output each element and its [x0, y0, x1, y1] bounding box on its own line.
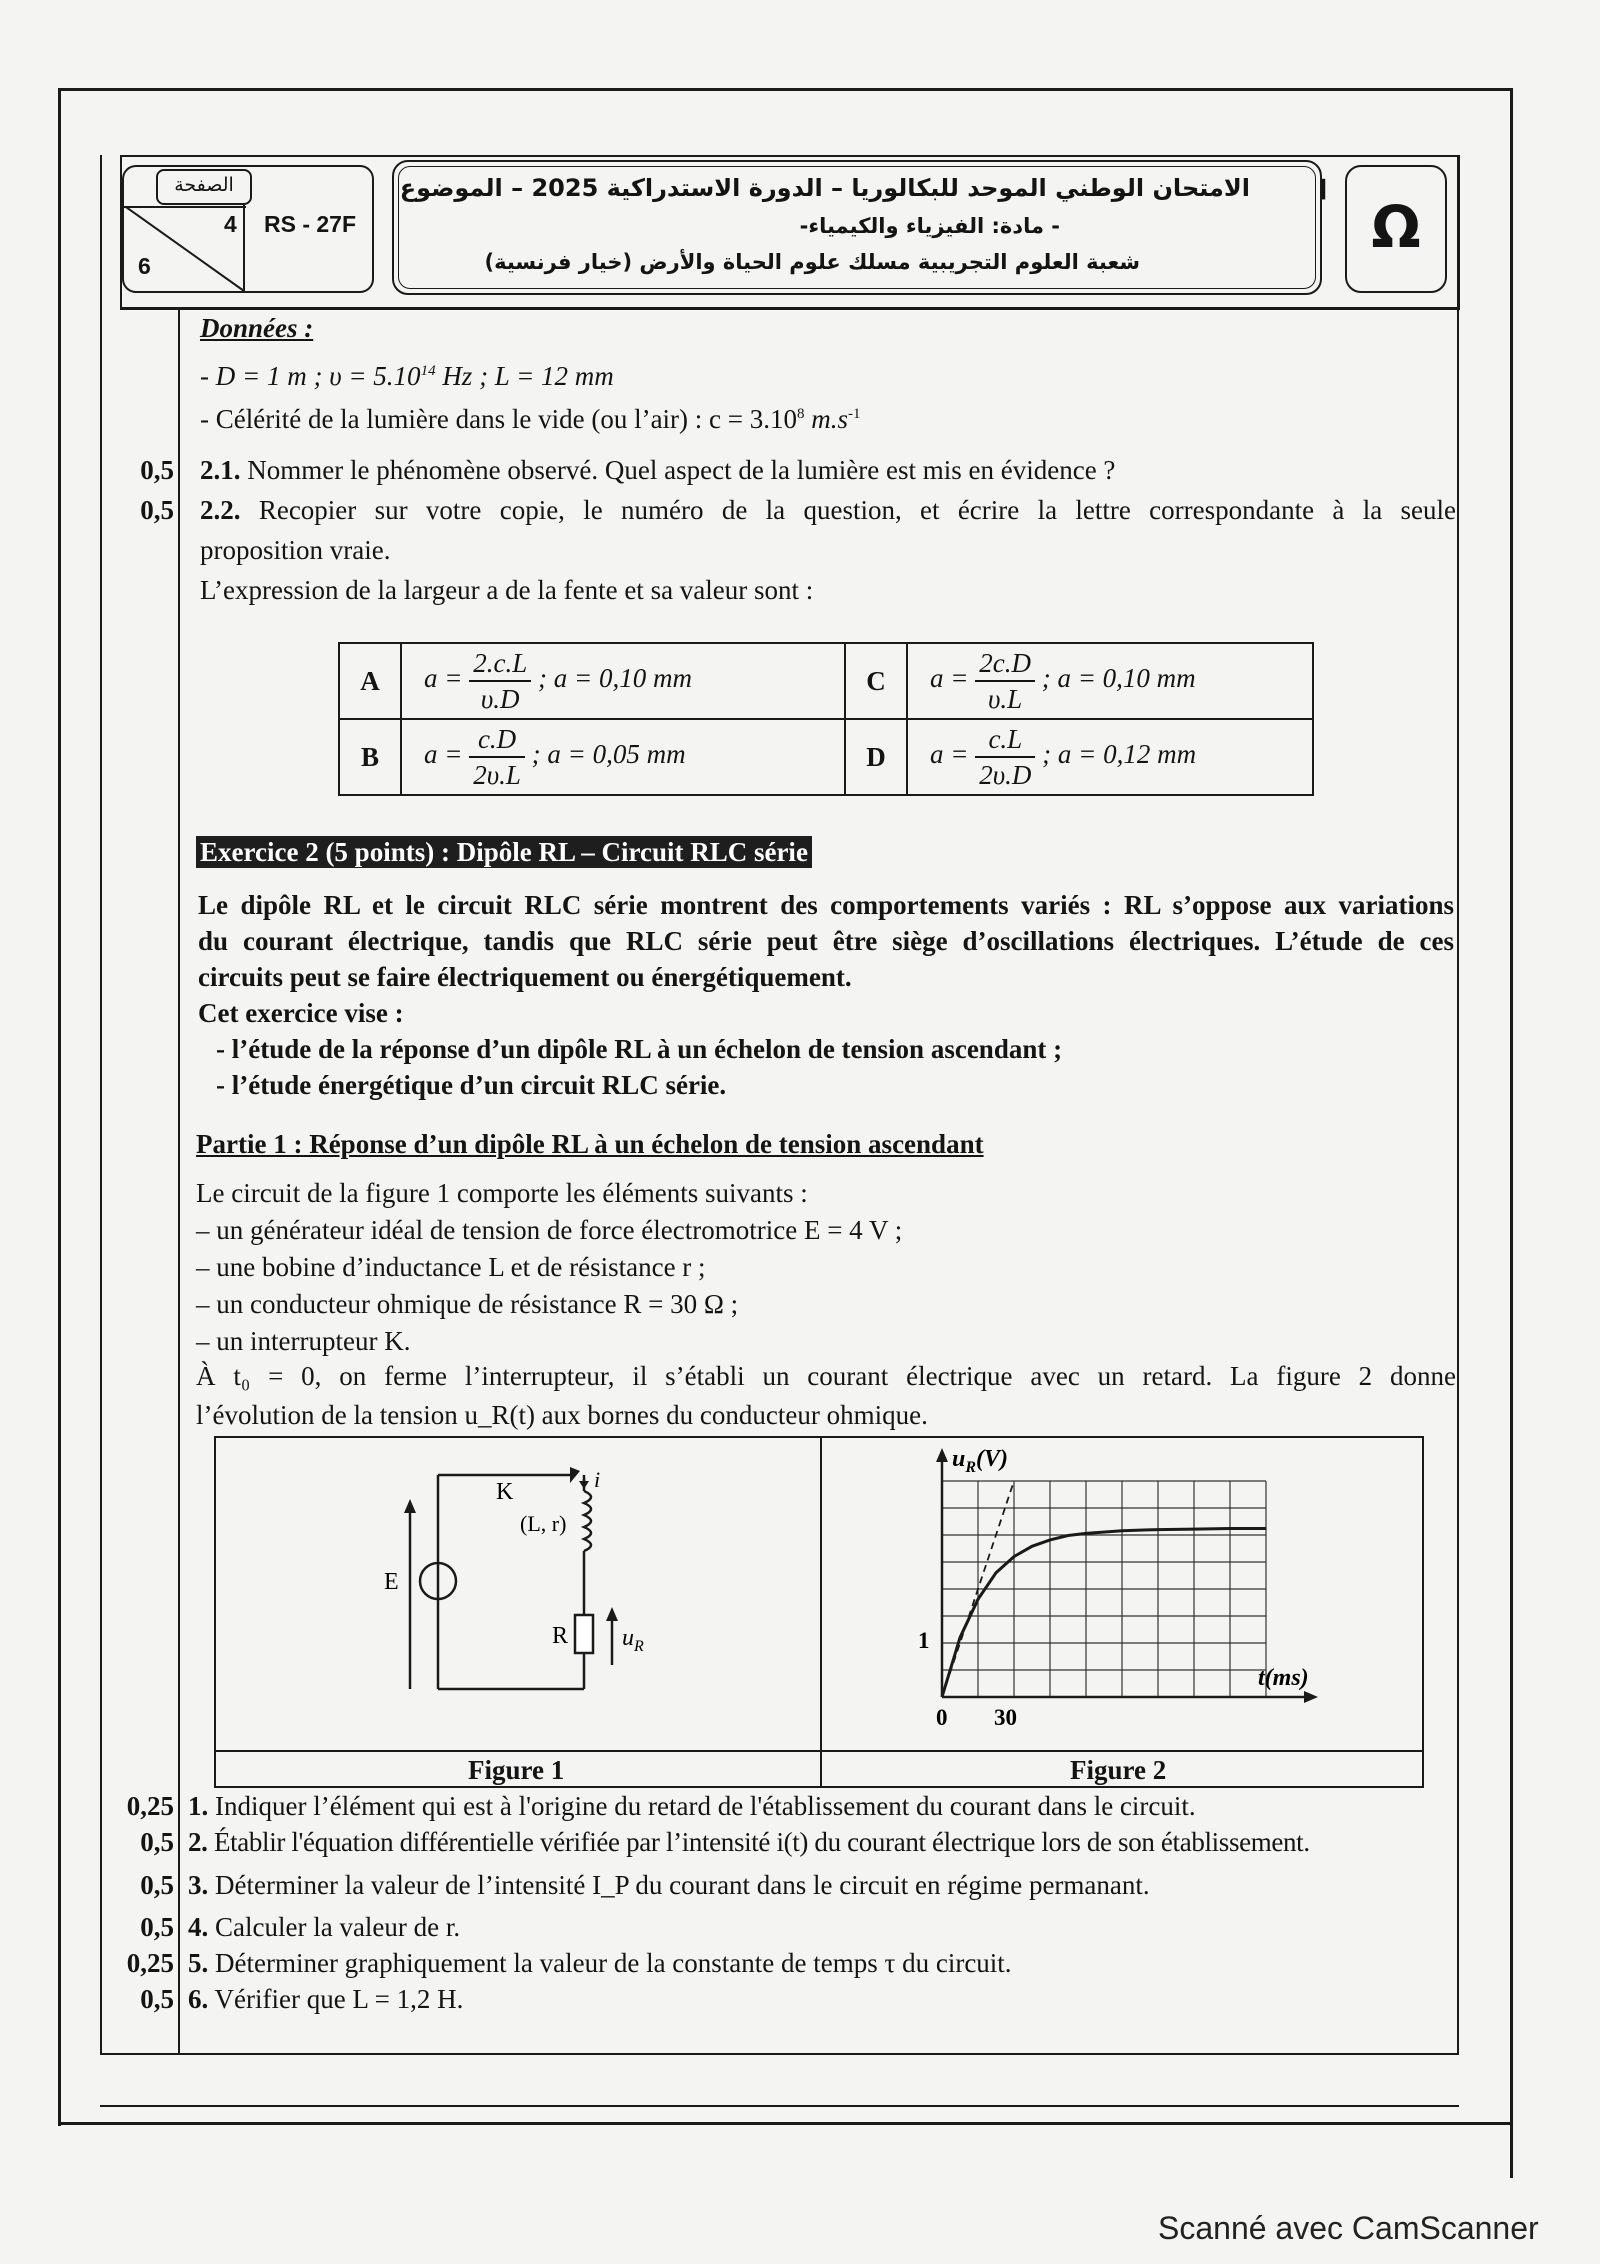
page-number: 4 — [224, 211, 237, 237]
score-question-1: 0,25 — [126, 1791, 174, 1821]
outer-frame-right — [1510, 88, 1513, 2178]
part1-item-4: – un interrupteur K. — [196, 1326, 411, 1356]
choice-d-letter: D — [845, 719, 907, 795]
label-i: i — [594, 1467, 601, 1492]
score-q21: 0,5 — [140, 455, 174, 485]
question-2: 2. Établir l'équation différentielle vérifiée par l’intensité i(t) du courant électrique lors de son établissement. — [188, 1827, 1310, 1857]
choice-b-expression: a = $\frac{c.D}{2\upsilon.L}$ ; a = 0,05 mm — [401, 719, 845, 795]
figures-divider — [820, 1436, 822, 1788]
outer-frame-bottom — [60, 2122, 1512, 2125]
figure2-series-curve — [942, 1529, 1266, 1698]
part1-title: Partie 1 : Réponse d’un dipôle RL à un échelon de tension ascendant — [196, 1129, 984, 1159]
label-E: E — [384, 1569, 399, 1595]
choice-a-expression: a = $\frac{2.c.L}{\upsilon.D}$ ; a = 0,10 mm — [401, 643, 845, 719]
figure2-grid — [942, 1481, 1266, 1697]
subject-line: - مادة: الفيزياء والكيمياء- — [799, 214, 1060, 238]
question-5: 5. Déterminer graphiquement la valeur de la constante de temps τ du circuit. — [188, 1948, 1012, 1978]
question-22-line2: proposition vraie. — [200, 535, 391, 565]
score-q22: 0,5 — [140, 495, 174, 525]
exercise2-intro-line1: Le dipôle RL et le circuit RLC série montrent des comportements variés : RL s’oppose aux variations — [198, 890, 1454, 920]
figure2-uR-graph — [880, 1440, 1320, 1745]
question-22-line1: 2.2. Recopier sur votre copie, le numéro de la question, et écrire la lettre correspondante à la seule — [200, 495, 1456, 525]
question-3: 3. Déterminer la valeur de l’intensité I_P du courant dans le circuit en régime permanant. — [188, 1870, 1150, 1900]
part1-item-1: – un générateur idéal de tension de force électromotrice E = 4 V ; — [196, 1215, 903, 1245]
figure2-tick-x: 30 — [994, 1705, 1017, 1730]
score-column-divider — [178, 310, 180, 2055]
exam-code: RS - 27F — [264, 211, 357, 237]
figure2-ylabel: u — [952, 1446, 966, 1472]
figures-caption-line — [214, 1750, 1424, 1752]
scanner-footer: Scanné avec CamScanner — [1158, 2210, 1539, 2246]
choice-c-letter: C — [845, 643, 907, 719]
choice-c-expression: a = $\frac{2c.D}{\upsilon.L}$ ; a = 0,10 mm — [907, 643, 1313, 719]
exam-title: الامتحان الوطني الموحد للبكالوريا – الدورة الاستدراكية 2025 – الموضوع — [399, 174, 1250, 202]
figure2-xlabel: t(ms) — [1258, 1665, 1309, 1691]
figure1-circuit-diagram — [380, 1455, 680, 1715]
page-total: 6 — [138, 253, 151, 279]
choice-b-letter: B — [339, 719, 401, 795]
figure2-tick-x0: 0 — [936, 1705, 948, 1730]
svg-text:uR(V) — [952, 1446, 1008, 1476]
outer-frame-left — [58, 88, 61, 2126]
exercise2-aim: Cet exercice vise : — [198, 998, 404, 1028]
part1-item-3: – un conducteur ohmique de résistance R = 30 Ω ; — [196, 1289, 739, 1319]
figure2-x-arrow-icon — [1304, 1691, 1318, 1703]
part1-text-line1: À t₀ = 0, on ferme l’interrupteur, il s’établi un courant électrique avec un retard. La figure 2 donne — [196, 1361, 1456, 1391]
part1-text-line2: l’évolution de la tension u_R(t) aux bornes du conducteur ohmique. — [196, 1400, 928, 1430]
figure2-y-arrow-icon — [936, 1448, 948, 1462]
omega-logo-icon: Ω — [1371, 193, 1421, 261]
label-R: R — [552, 1623, 569, 1649]
score-question-2: 0,5 — [140, 1827, 174, 1857]
title-box — [392, 160, 1322, 295]
label-uR: u — [622, 1625, 634, 1651]
figure2-ylabel-unit: (V) — [976, 1446, 1009, 1472]
outer-frame-top — [60, 88, 1512, 91]
side-mark: ا — [1320, 176, 1328, 205]
score-question-4: 0,5 — [140, 1912, 174, 1942]
choices-table — [338, 642, 1314, 796]
choice-d-expression: a = $\frac{c.L}{2\upsilon.D}$ ; a = 0,12 mm — [907, 719, 1313, 795]
label-uR-sub: R — [634, 1638, 644, 1655]
question-22-line3: L’expression de la largeur a de la fente et sa valeur sont : — [200, 575, 814, 605]
score-question-6: 0,5 — [140, 1984, 174, 2014]
figure1-caption: Figure 1 — [468, 1755, 565, 1785]
exercise2-intro-line3: circuits peut se faire électriquement ou énergétiquement. — [198, 962, 852, 992]
stream-line: شعبة العلوم التجريبية مسلك علوم الحياة والأرض (خيار فرنسية) — [484, 250, 1140, 274]
part1-intro: Le circuit de la figure 1 comporte les éléments suivants : — [196, 1178, 808, 1208]
svg-text:uR — [622, 1625, 644, 1655]
logo-box — [1345, 165, 1447, 293]
exercise2-aim-2: - l’étude énergétique d’un circuit RLC série. — [216, 1070, 727, 1100]
label-K: K — [496, 1479, 514, 1505]
donnees-line1: - D = 1 m ; $\upsilon = 5.10^{14}$ Hz ; L = 12 mm — [200, 361, 614, 391]
exercise2-intro-line2: du courant électrique, tandis que RLC série peut être siège d’oscillations électriques. L’étude de ces — [198, 926, 1454, 956]
score-question-3: 0,5 — [140, 1870, 174, 1900]
page-number-box — [122, 165, 374, 293]
exercise2-aim-1: - l’étude de la réponse d’un dipôle RL à un échelon de tension ascendant ; — [216, 1034, 1063, 1064]
part1-item-2: – une bobine d’inductance L et de résistance r ; — [196, 1252, 706, 1282]
question-6: 6. Vérifier que L = 1,2 H. — [188, 1984, 464, 2014]
inner-frame-right — [1457, 155, 1459, 2055]
choice-a-letter: A — [339, 643, 401, 719]
question-21: 2.1. Nommer le phénomène observé. Quel aspect de la lumière est mis en évidence ? — [200, 455, 1116, 485]
inner-frame-left — [100, 155, 102, 2055]
bottom-strip-line — [100, 2105, 1459, 2107]
inner-frame-bottom — [100, 2053, 1459, 2055]
figure2-caption: Figure 2 — [1070, 1755, 1167, 1785]
page-label: الصفحة — [156, 169, 252, 205]
label-Lr: (L, r) — [520, 1511, 567, 1536]
figure2-ylabel-sub: R — [965, 1459, 977, 1476]
question-1: 1. Indiquer l’élément qui est à l'origine du retard de l'établissement du courant dans le circuit. — [188, 1791, 1196, 1821]
figure2-tick-y: 1 — [918, 1628, 930, 1653]
donnees-line2: - Célérité de la lumière dans le vide (ou l’air) : $c = 3.10^8$ $m.s^{-1}$ — [200, 404, 861, 434]
question-4: 4. Calculer la valeur de r. — [188, 1912, 461, 1942]
donnees-title: Données : — [200, 313, 314, 343]
score-question-5: 0,25 — [126, 1948, 174, 1978]
exercise2-banner: Exercice 2 (5 points) : Dipôle RL – Circuit RLC série — [196, 836, 812, 868]
